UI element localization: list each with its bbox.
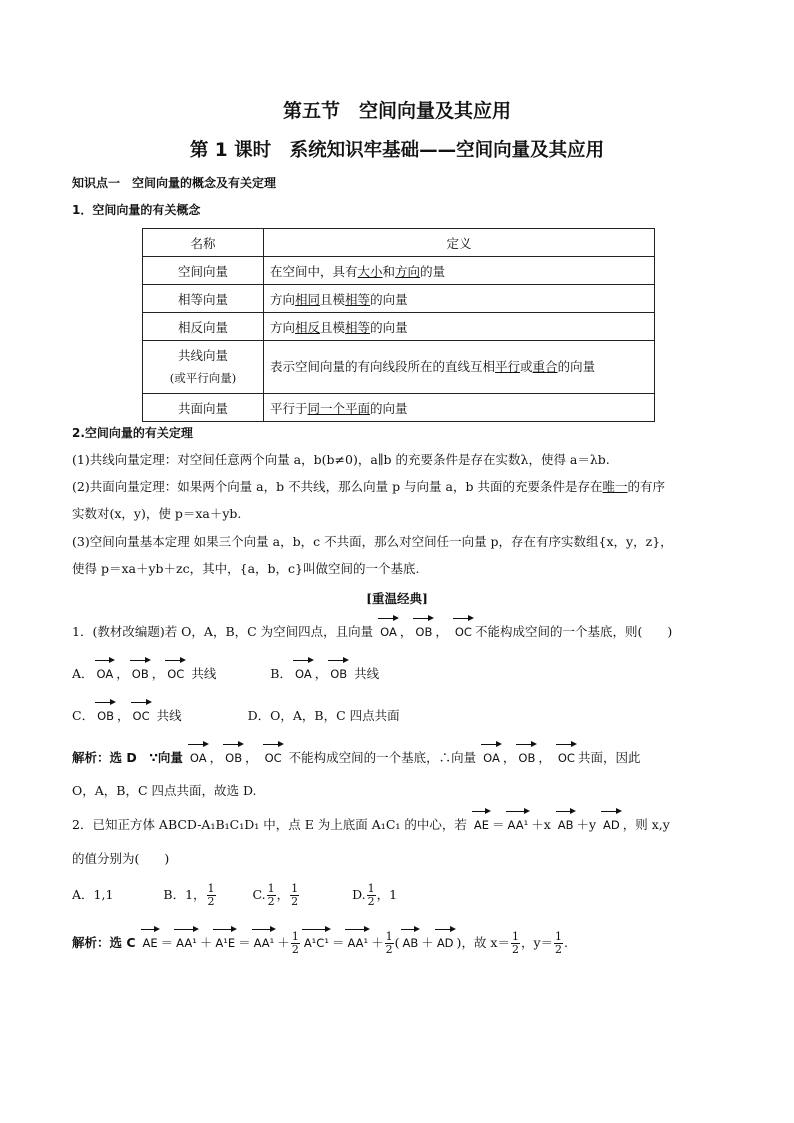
section-heading-1: 知识点一 空间向量的概念及有关定理: [72, 176, 277, 190]
table-row: [143, 257, 655, 285]
question-2-options: [72, 883, 732, 908]
review-heading: [重温经典]: [366, 591, 428, 606]
table-header-definition: 定义: [264, 229, 655, 257]
question-1-solution-line1: 解析：选 D ∵向量 OA ， OB ， OC 不能构成空间的一个基底，∴向量 OA ， OB ， OC 共面，因此: [72, 750, 641, 765]
vector-oa: OA: [377, 623, 400, 641]
table-header-row: [143, 229, 655, 257]
vector-oc: OC: [452, 623, 475, 641]
theorem-collinear: (1)共线向量定理：对空间任意两个向量 a，b(b≠0)，a∥b 的充要条件是存在实数λ，使得 a＝λb.: [72, 452, 610, 467]
concept-table: [142, 228, 655, 422]
theorem-coplanar-line1: (2)共面向量定理：如果两个向量 a，b 不共线，那么向量 p 与向量 a，b 共面的充要条件是存在唯一的有序: [72, 479, 665, 494]
theorem-basis-line2: 使得 p＝xa＋yb＋zc，其中，{a，b，c}叫做空间的一个基底.: [72, 561, 420, 576]
row-name: 相反向量: [143, 313, 264, 341]
row-definition: 在空间中，具有大小和方向的量: [264, 257, 655, 285]
row-definition: 方向相反且模相等的向量: [264, 313, 655, 341]
subsection-heading-2: 2.空间向量的有关定理: [72, 426, 193, 440]
option-a: A．1,1: [72, 887, 114, 902]
question-1-options-cd: [72, 707, 732, 725]
option-d: D. $\frac{1}{2}$ ，1: [352, 882, 398, 908]
option-b: B． OA ， OB 共线: [270, 666, 380, 681]
question-2-solution: 解析：选 C AE ＝ AA¹ ＋ A¹E ＝ AA¹ ＋ $\frac{1}{2}$ A¹C¹ ＝ AA¹ ＋ $\frac{1}{2}$ ( AB ＋ AD )，故 x＝ $\frac{1}{2}$ ，y＝ $\frac{1}{2}$ .: [72, 930, 569, 956]
table-header-name: 名称: [143, 229, 264, 257]
option-c: C． OB ， OC 共线: [72, 708, 182, 723]
question-2-stem: 2．已知正方体 ABCD-A₁B₁C₁D₁ 中，点 E 为上底面 A₁C₁ 的中心，若 AE ＝ AA¹ ＋x AB ＋y AD ，则 x,y: [72, 817, 670, 832]
subsection-heading-1: 1．空间向量的有关概念: [72, 203, 201, 217]
vector-ob: OB: [412, 623, 435, 641]
page-title: 第五节 空间向量及其应用: [282, 100, 511, 122]
row-name: 空间向量: [143, 257, 264, 285]
question-1-solution-line2: O，A，B，C 四点共面，故选 D.: [72, 783, 257, 798]
question-1-options-ab: [72, 665, 732, 683]
row-definition: 表示空间向量的有向线段所在的直线互相平行或重合的向量: [264, 341, 655, 394]
option-b: B．1， $\frac{1}{2}$: [163, 882, 215, 908]
table-row: [143, 285, 655, 313]
question-2-stem-line2: 的值分别为( ): [72, 851, 170, 866]
page-subtitle: 第 1 课时 系统知识牢基础——空间向量及其应用: [189, 140, 605, 161]
theorem-basis-line1: (3)空间向量基本定理 如果三个向量 a，b，c 不共面，那么对空间任一向量 p，存在有序实数组{x，y，z}，: [72, 534, 673, 549]
row-name: 共面向量: [143, 394, 264, 422]
question-1-stem: 1．(教材改编题)若 O，A，B，C 为空间四点，且向量 OA ， OB ， OC 不能构成空间的一个基底，则( ): [72, 624, 673, 639]
row-name: 共线向量 (或平行向量): [143, 341, 264, 394]
table-row: [143, 313, 655, 341]
table-row: [143, 394, 655, 422]
row-name: 相等向量: [143, 285, 264, 313]
theorem-coplanar-line2: 实数对(x，y)，使 p＝xa＋yb.: [72, 506, 242, 521]
option-d: D．O，A，B，C 四点共面: [247, 708, 400, 723]
row-definition: 平行于同一个平面的向量: [264, 394, 655, 422]
row-definition: 方向相同且模相等的向量: [264, 285, 655, 313]
option-c: C. $\frac{1}{2}$ ， $\frac{1}{2}$: [252, 882, 299, 908]
option-a: A． OA ， OB ， OC 共线: [72, 666, 217, 681]
table-row: [143, 341, 655, 394]
